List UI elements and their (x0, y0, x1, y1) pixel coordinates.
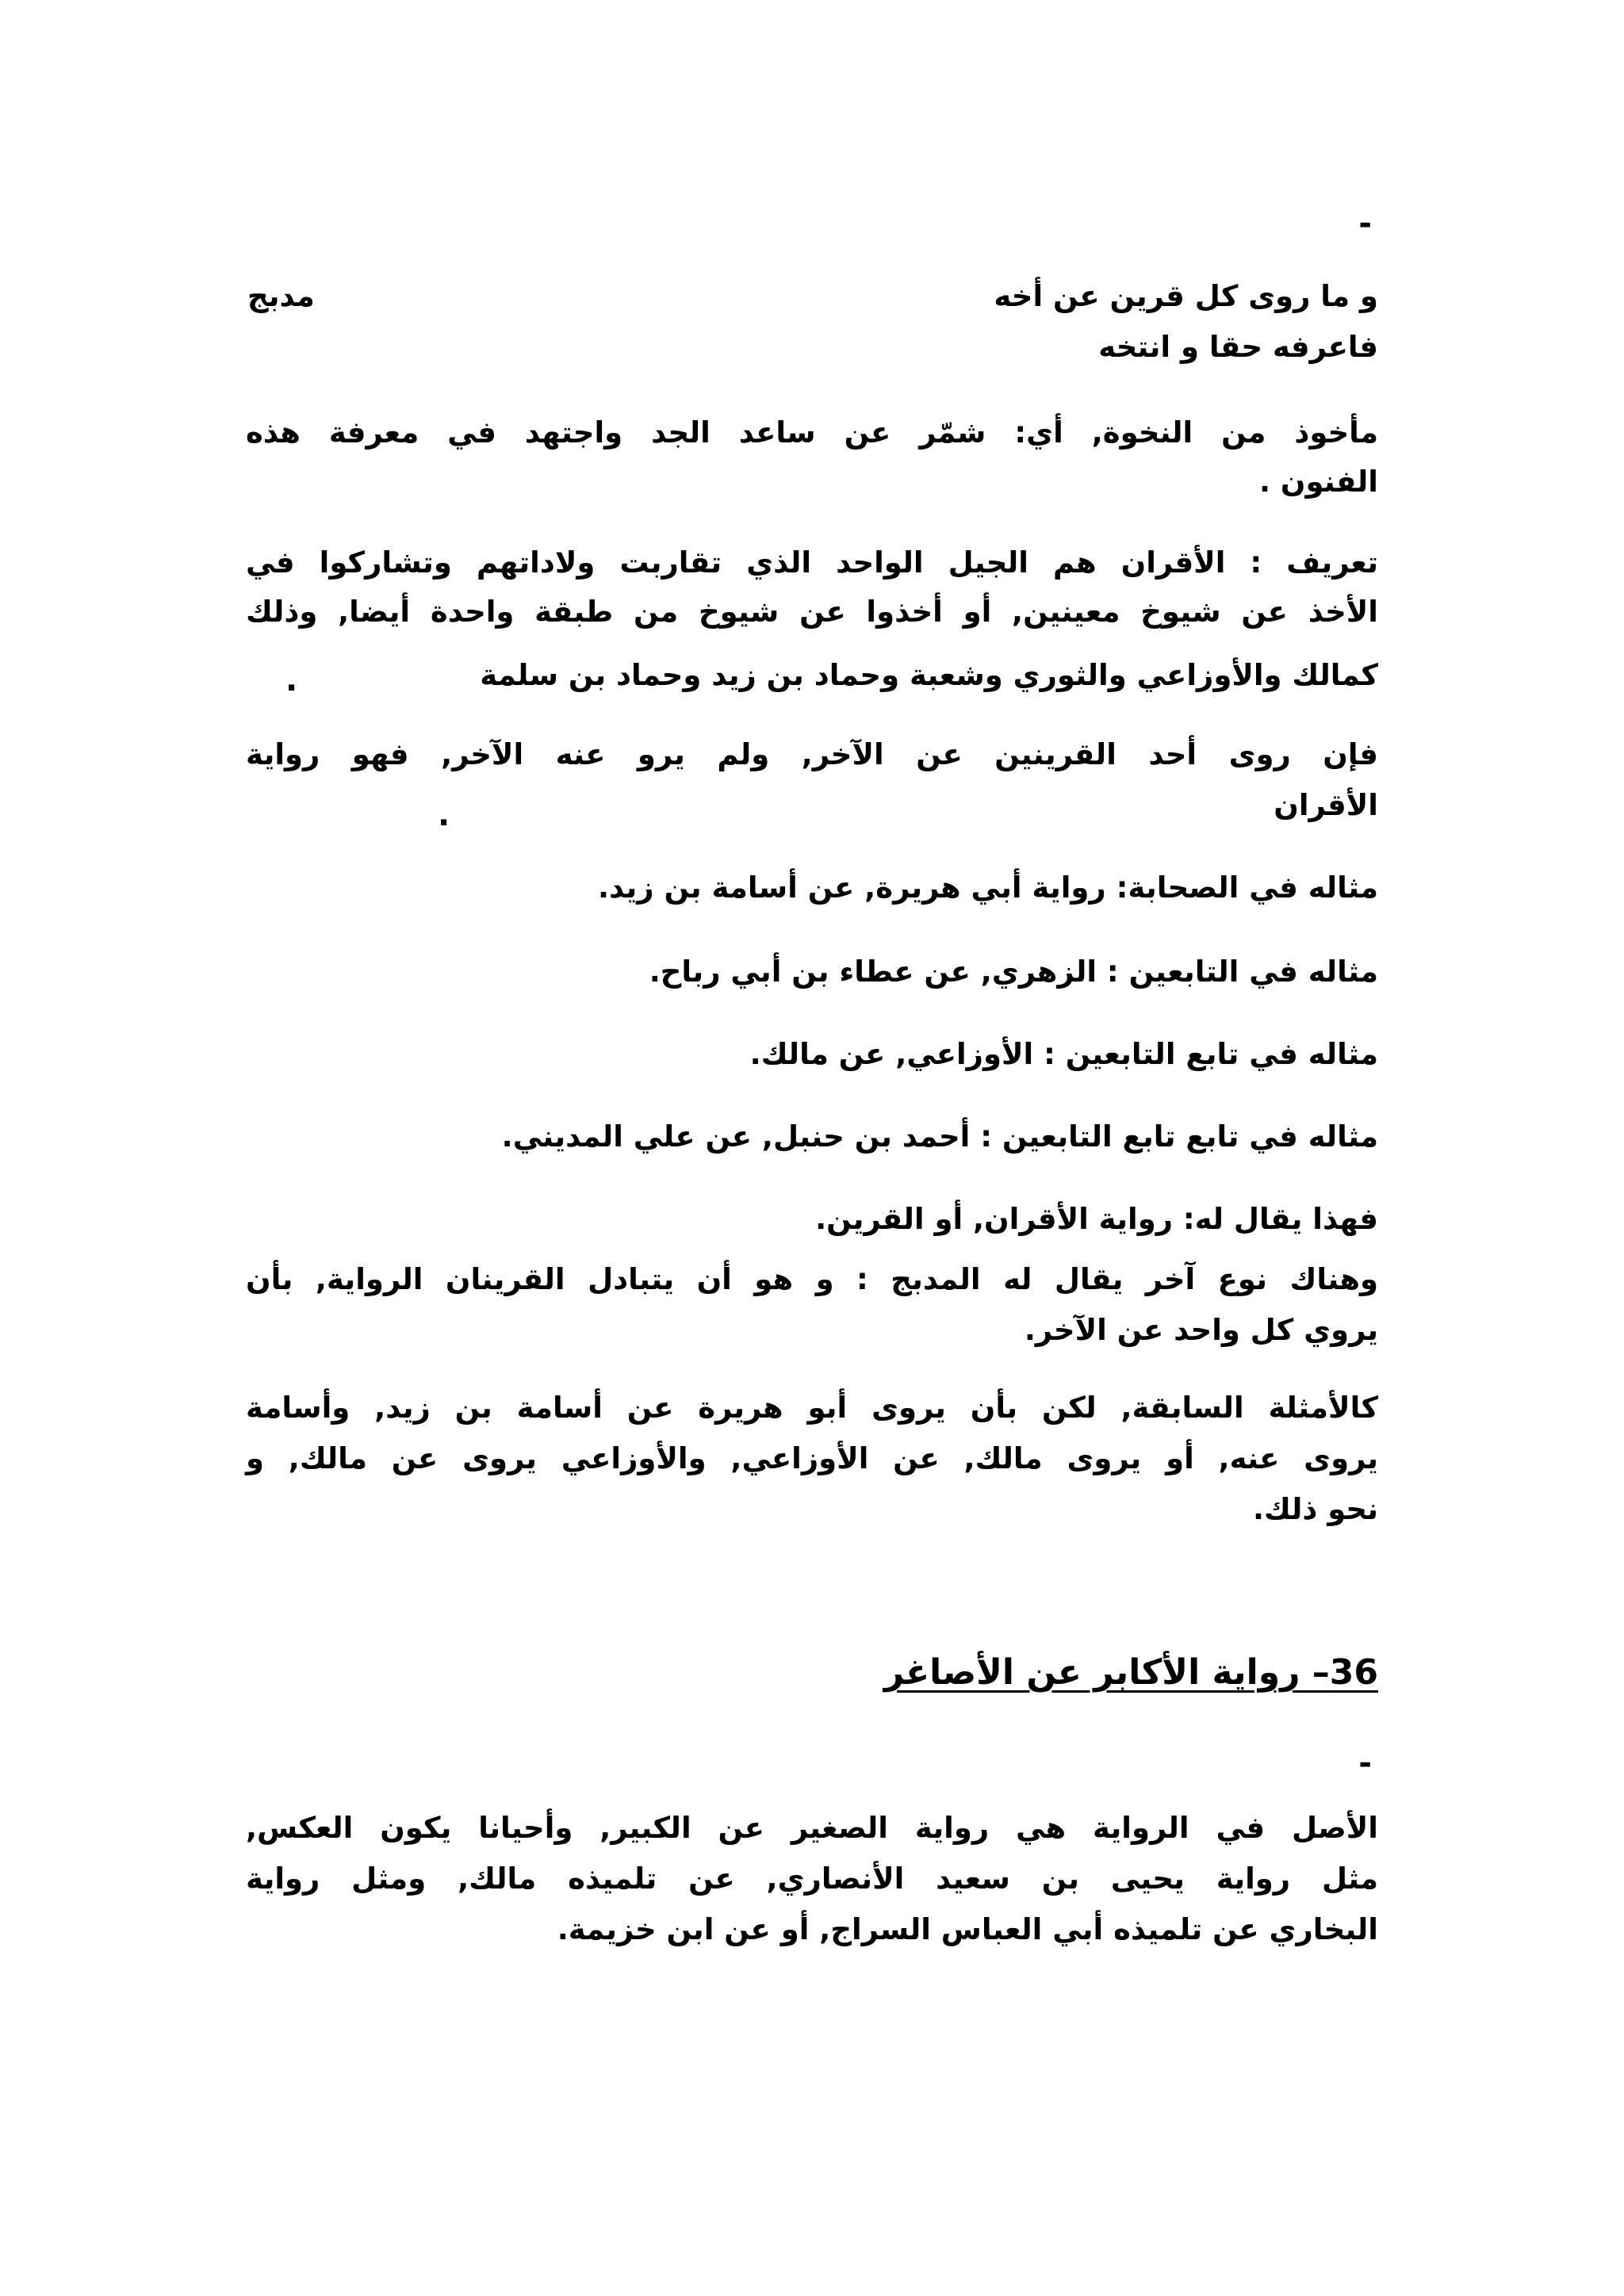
paragraph-3-line-1: فإن روى أحد القرينين عن الآخر, ولم يرو عنه الآخر, فهو رواية (246, 737, 1378, 771)
paragraph-1-line-1: مأخوذ من النخوة, أي: شمّر عن ساعد الجد واجتهد في معرفة هذه (246, 415, 1378, 450)
paragraph-2-line-3: كمالك والأوزاعي والثوري وشعبة وحماد بن زيد وحماد بن سلمة (480, 658, 1378, 692)
paragraph-5-line-3: نحو ذلك. (1252, 1492, 1378, 1526)
paragraph-1-line-2: الفنون . (1258, 465, 1378, 499)
verse-line-1: و ما روى كل قرين عن أخه (994, 279, 1378, 313)
example-successors: مثاله في التابعين : الزهري, عن عطاء بن أبي رباح. (649, 955, 1378, 989)
example-third-generation: مثاله في تابع تابع التابعين : أحمد بن حنبل, عن علي المديني. (501, 1119, 1378, 1154)
paragraph-6-line-1: الأصل في الرواية هي رواية الصغير عن الكبير, وأحيانا يكون العكس, (246, 1811, 1378, 1845)
verse-line-2: فاعرفه حقا و انتخه (1098, 330, 1378, 364)
paragraph-5-line-1: كالأمثلة السابقة, لكن بأن يروى أبو هريرة عن أسامة بن زيد, وأسامة (246, 1391, 1378, 1425)
summary-line: فهذا يقال له: رواية الأقران, أو القرين. (815, 1202, 1378, 1236)
section-dash: - (1358, 1745, 1372, 1781)
paragraph-2-line-1: تعريف : الأقران هم الجيل الواحد الذي تقاربت ولاداتهم وتشاركوا في (246, 545, 1378, 580)
paragraph-4-line-1: وهناك نوع آخر يقال له المدبج : و هو أن يتبادل القرينان الرواية, بأن (246, 1262, 1378, 1296)
paragraph-3-dot: . (438, 797, 450, 833)
paragraph-4-line-2: يروي كل واحد عن الآخر. (1024, 1313, 1378, 1347)
leading-dash: - (1358, 205, 1372, 242)
example-companions: مثاله في الصحابة: رواية أبي هريرة, عن أسامة بن زيد. (597, 871, 1378, 905)
paragraph-2-line-2: الأخذ عن شيوخ معينين, أو أخذوا عن شيوخ من طبقة واحدة أيضا, وذلك (246, 595, 1378, 629)
paragraph-2-dot: . (285, 662, 298, 698)
paragraph-3-line-2: الأقران (1274, 788, 1378, 822)
paragraph-6-line-3: البخاري عن تلميذه أبي العباس السراج, أو عن ابن خزيمة. (557, 1912, 1378, 1946)
section-heading: 36– رواية الأكابر عن الأصاغر (883, 1652, 1378, 1693)
paragraph-6-line-2: مثل رواية يحيى بن سعيد الأنصاري, عن تلميذه مالك, ومثل رواية (246, 1862, 1378, 1896)
example-followers-of-successors: مثاله في تابع التابعين : الأوزاعي, عن مالك. (749, 1037, 1378, 1071)
verse-word-mudabbaj: مدبج (247, 279, 315, 313)
paragraph-5-line-2: يروى عنه, أو يروى مالك, عن الأوزاعي, والأوزاعي يروى عن مالك, و (246, 1441, 1378, 1475)
